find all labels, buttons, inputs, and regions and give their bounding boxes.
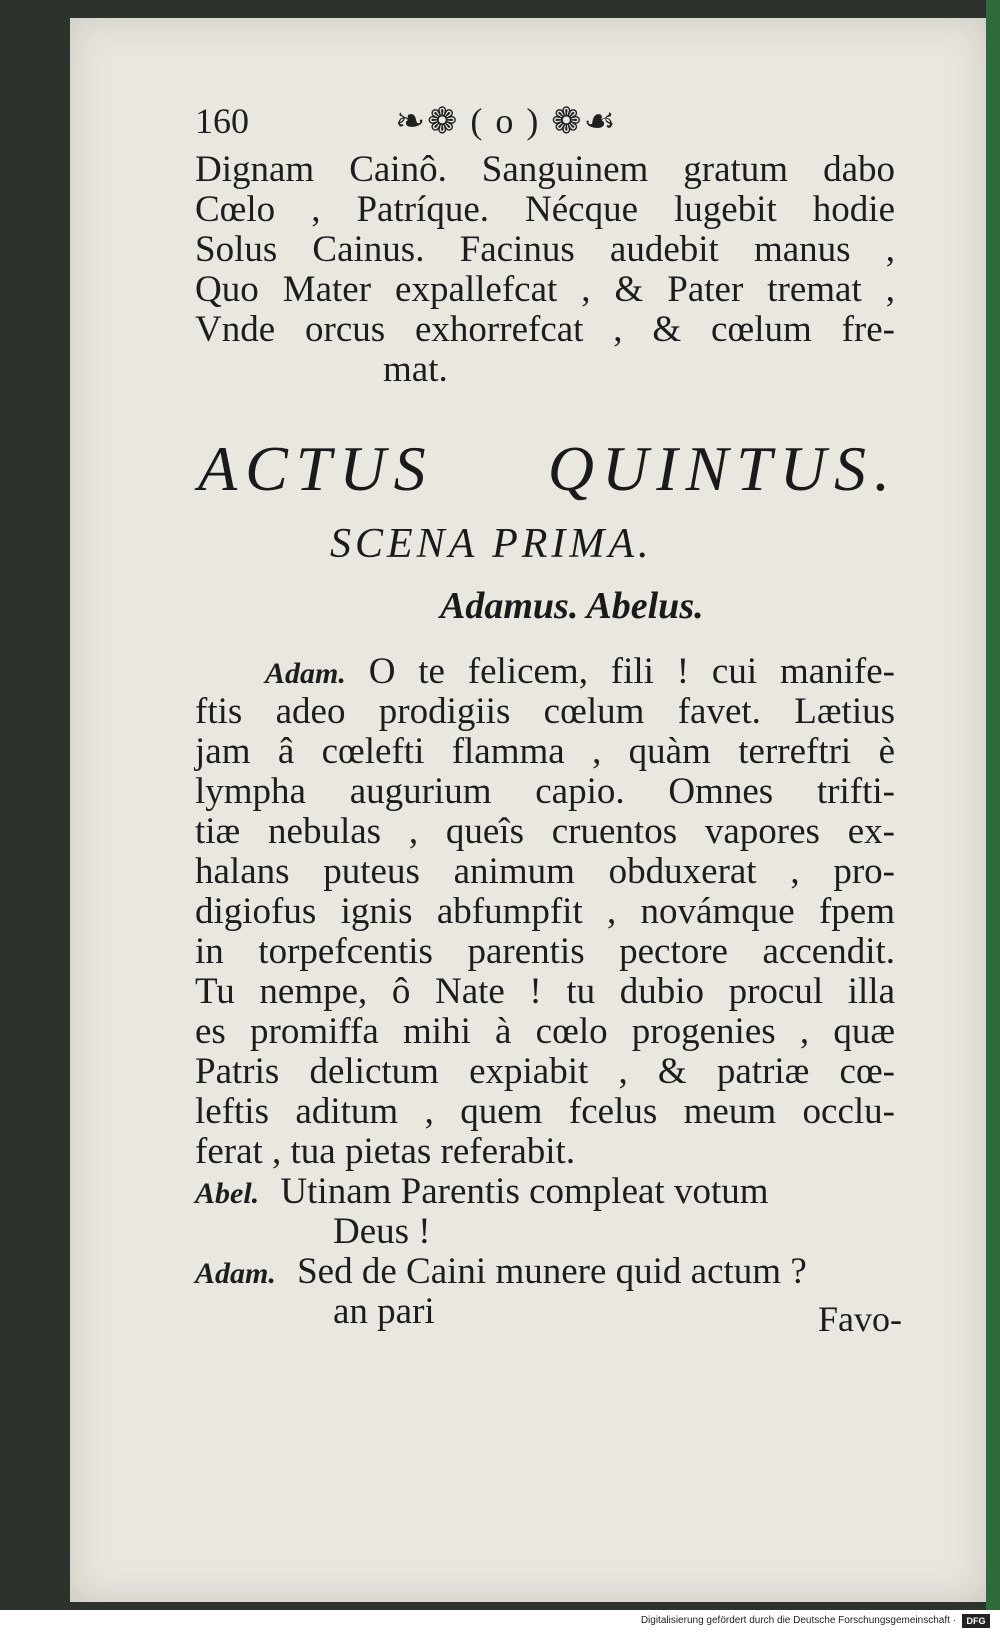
speaker-label: Adam. xyxy=(195,1257,276,1290)
text-line: digiofus ignis abfumpfit , novámque fpem xyxy=(195,891,895,932)
dfg-logo: DFG xyxy=(962,1614,990,1628)
text-line: ftis adeo prodigiis cœlum favet. Lætius xyxy=(195,691,895,732)
text-line: es promiffa mihi à cœlo progenies , quæ xyxy=(195,1011,895,1052)
text-line: leftis aditum , quem fcelus meum occlu- xyxy=(195,1091,895,1132)
text-line: halans puteus animum obduxerat , pro- xyxy=(195,851,895,892)
text-line: Deus ! xyxy=(333,1211,431,1252)
text-line: Cœlo , Patríque. Nécque lugebit hodie xyxy=(195,189,895,230)
text-line: Patris delictum expiabit , & patriæ cœ- xyxy=(195,1051,895,1092)
speech-abel xyxy=(195,1172,895,1252)
text-line: Dignam Cainô. Sanguinem gratum dabo xyxy=(195,149,895,190)
act-title: ACTUS QUINTUS. xyxy=(198,433,898,504)
catchword: Favo- xyxy=(818,1299,902,1339)
text-line: Solus Cainus. Facinus audebit manus , xyxy=(195,229,895,270)
text-line: ferat , tua pietas referabit. xyxy=(195,1131,576,1172)
text-line: Vnde orcus exhorrefcat , & cœlum fre- xyxy=(195,309,895,350)
text-line: O te felicem, fili ! cui manife- xyxy=(368,651,895,692)
text-line: tiæ nebulas , queîs cruentos vapores ex- xyxy=(195,811,895,852)
speaker-label: Adam. xyxy=(265,657,346,690)
speech-first-line xyxy=(195,652,895,692)
text-line: Tu nempe, ô Nate ! tu dubio procul illa xyxy=(195,971,895,1012)
scene-title: SCENA PRIMA. xyxy=(330,521,653,567)
text-line: an pari xyxy=(333,1291,435,1332)
text-line: mat. xyxy=(383,349,448,390)
text-line: Sed de Caini munere quid actum ? xyxy=(297,1251,807,1292)
previous-act-ending xyxy=(195,150,895,390)
page-number: 160 xyxy=(195,101,249,141)
text-line: lympha augurium capio. Omnes trifti- xyxy=(195,771,895,812)
speaker-label: Abel. xyxy=(195,1177,260,1210)
header-ornament: ❧❁ ( o ) ❁☙ xyxy=(395,101,618,141)
book-cover-edge xyxy=(986,0,1000,1610)
digitization-footer xyxy=(0,1610,1000,1632)
speech-adam-1 xyxy=(195,652,895,1172)
text-line: Quo Mater expallefcat , & Pater tremat , xyxy=(195,269,895,310)
dramatis-personae: Adamus. Abelus. xyxy=(440,585,704,627)
text-line: Utinam Parentis compleat votum xyxy=(280,1171,769,1212)
speech-adam-2 xyxy=(195,1252,895,1332)
running-header xyxy=(195,92,895,152)
text-line: in torpefcentis parentis pectore accendit. xyxy=(195,931,895,972)
speech-first-line xyxy=(195,1252,895,1292)
speech-first-line xyxy=(195,1172,895,1212)
footer-credit: Digitalisierung gefördert durch die Deutsche Forschungsgemeinschaft · xyxy=(640,1615,956,1626)
text-line: jam â cœlefti flamma , quàm terreftri è xyxy=(195,731,895,772)
